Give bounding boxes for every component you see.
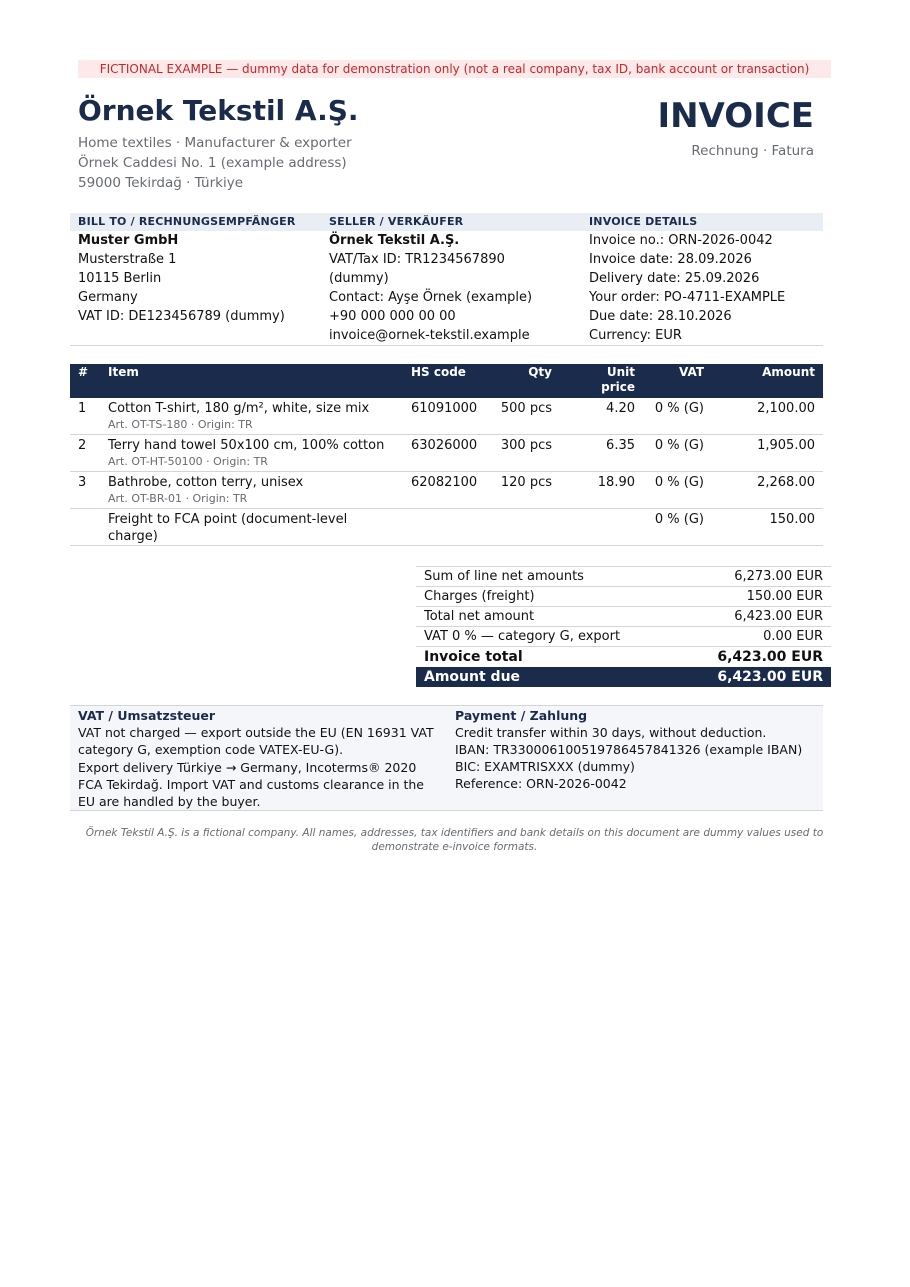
bill-to-line: Germany: [78, 290, 138, 305]
vat-note-line: VAT not charged — export outside the EU (EN 16931 VAT: [78, 725, 434, 740]
company-address-street: Örnek Caddesi No. 1 (example address): [78, 155, 347, 171]
totals-label: VAT 0 % — category G, export: [416, 627, 680, 647]
row-qty: 500 pcs: [489, 398, 560, 435]
vat-note-heading: VAT / Umsatzsteuer: [78, 708, 216, 723]
footer-line: Örnek Tekstil A.Ş. is a fictional company. All names, addresses, tax identifiers and bank details on this document are dummy values used to: [85, 827, 824, 839]
amount-due-value: 6,423.00 EUR: [680, 667, 831, 687]
row-hs-code: 62082100: [403, 472, 489, 509]
company-tagline: Home textiles · Manufacturer & exporter: [78, 135, 352, 151]
bill-to-vat-id: VAT ID: DE123456789 (dummy): [78, 309, 285, 324]
footer-disclaimer: [78, 826, 831, 854]
document-title: INVOICE: [657, 96, 814, 136]
bill-to-heading: BILL TO / RECHNUNGSEMPFÄNGER: [78, 215, 296, 228]
row-item: [100, 472, 403, 509]
seller-name: Örnek Tekstil A.Ş.: [329, 233, 460, 248]
seller-tax-id-note: (dummy): [329, 271, 389, 286]
row-amount: 2,100.00: [712, 398, 823, 435]
row-unit-price: 4.20: [560, 398, 643, 435]
invoice-details-heading: INVOICE DETAILS: [589, 215, 698, 228]
invoice-total-value: 6,423.00 EUR: [680, 647, 831, 668]
parties-divider: [70, 345, 823, 346]
totals-row: [416, 607, 831, 627]
row-unit-price: [560, 509, 643, 546]
totals-value: 6,273.00 EUR: [680, 567, 831, 587]
invoice-number: Invoice no.: ORN-2026-0042: [589, 233, 773, 248]
row-unit-price: 6.35: [560, 435, 643, 472]
table-header-row: [70, 364, 823, 398]
row-qty: 120 pcs: [489, 472, 560, 509]
vat-note: [78, 706, 448, 810]
item-article: Art. OT-TS-180 · Origin: TR: [108, 418, 253, 431]
bill-to-name: Muster GmbH: [78, 233, 179, 248]
invoice-total-row: [416, 647, 831, 668]
col-header-hs-code: HS code: [403, 364, 489, 398]
due-date: Due date: 28.10.2026: [589, 309, 732, 324]
row-hs-code: 63026000: [403, 435, 489, 472]
row-amount: 2,268.00: [712, 472, 823, 509]
order-reference: Your order: PO-4711-EXAMPLE: [589, 290, 786, 305]
row-number: [70, 509, 100, 546]
col-header-vat: VAT: [643, 364, 712, 398]
payment-terms: Credit transfer within 30 days, without deduction.: [455, 725, 767, 740]
col-header-number: #: [70, 364, 100, 398]
item-article: Art. OT-HT-50100 · Origin: TR: [108, 455, 268, 468]
table-row: [70, 472, 823, 509]
row-item: [100, 398, 403, 435]
seller-contact: Contact: Ayşe Örnek (example): [329, 290, 533, 305]
charge-description: Freight to FCA point (document-level charge): [100, 509, 403, 546]
footer-line: demonstrate e-invoice formats.: [371, 841, 538, 853]
row-number: 1: [70, 398, 100, 435]
invoice-details-block: [589, 213, 785, 345]
fictional-example-banner: FICTIONAL EXAMPLE — dummy data for demonstration only (not a real company, tax ID, bank account or transaction): [78, 60, 831, 78]
totals-value: 0.00 EUR: [680, 627, 831, 647]
invoice-total-label: Invoice total: [416, 647, 680, 668]
invoice-date: Invoice date: 28.09.2026: [589, 252, 752, 267]
row-amount: 1,905.00: [712, 435, 823, 472]
row-qty: 300 pcs: [489, 435, 560, 472]
payment-iban: IBAN: TR330006100519786457841326 (example IBAN): [455, 742, 803, 757]
currency: Currency: EUR: [589, 328, 682, 343]
row-number: 2: [70, 435, 100, 472]
charge-vat: 0 % (G): [643, 509, 712, 546]
row-hs-code: 61091000: [403, 398, 489, 435]
table-row: [70, 398, 823, 435]
row-qty: [489, 509, 560, 546]
totals-row: [416, 567, 831, 587]
bill-to-block: [78, 213, 296, 326]
col-header-item: Item: [100, 364, 403, 398]
item-description: Cotton T-shirt, 180 g/m², white, size mix: [108, 401, 370, 416]
totals-value: 6,423.00 EUR: [680, 607, 831, 627]
vat-note-line: EU are handled by the buyer.: [78, 794, 261, 809]
vat-note-line: Export delivery Türkiye → Germany, Incoterms® 2020: [78, 760, 417, 775]
seller-phone: +90 000 000 00 00: [329, 309, 456, 324]
vat-note-line: category G, exemption code VATEX-EU-G).: [78, 742, 344, 757]
row-vat: 0 % (G): [643, 398, 712, 435]
totals-row: [416, 587, 831, 607]
amount-due-label: Amount due: [416, 667, 680, 687]
payment-note: [455, 706, 815, 792]
row-number: 3: [70, 472, 100, 509]
col-header-amount: Amount: [712, 364, 823, 398]
seller-tax-id: VAT/Tax ID: TR1234567890: [329, 252, 505, 267]
delivery-date: Delivery date: 25.09.2026: [589, 271, 760, 286]
document-subtitle: Rechnung · Fatura: [691, 143, 814, 159]
totals-row: [416, 627, 831, 647]
table-row: [70, 435, 823, 472]
payment-heading: Payment / Zahlung: [455, 708, 588, 723]
vat-note-line: FCA Tekirdağ. Import VAT and customs clearance in the: [78, 777, 424, 792]
totals-label: Sum of line net amounts: [416, 567, 680, 587]
company-address-city: 59000 Tekirdağ · Türkiye: [78, 175, 244, 191]
payment-reference: Reference: ORN-2026-0042: [455, 776, 627, 791]
seller-email: invoice@ornek-tekstil.example: [329, 328, 530, 343]
seller-block: [329, 213, 532, 345]
col-header-unit-price: Unit price: [560, 364, 643, 398]
amount-due-row: [416, 667, 831, 687]
notes-panel: [70, 705, 823, 811]
totals-label: Charges (freight): [416, 587, 680, 607]
row-unit-price: 18.90: [560, 472, 643, 509]
payment-bic: BIC: EXAMTRISXXX (dummy): [455, 759, 635, 774]
charge-amount: 150.00: [712, 509, 823, 546]
col-header-qty: Qty: [489, 364, 560, 398]
item-description: Bathrobe, cotton terry, unisex: [108, 475, 304, 490]
company-name: Örnek Tekstil A.Ş.: [78, 94, 359, 127]
row-vat: 0 % (G): [643, 435, 712, 472]
row-vat: 0 % (G): [643, 472, 712, 509]
item-article: Art. OT-BR-01 · Origin: TR: [108, 492, 248, 505]
line-items-table: [70, 364, 823, 546]
bill-to-line: 10115 Berlin: [78, 271, 162, 286]
totals-table: [416, 566, 831, 687]
seller-heading: SELLER / VERKÄUFER: [329, 215, 464, 228]
table-row-charge: [70, 509, 823, 546]
item-description: Terry hand towel 50x100 cm, 100% cotton: [108, 438, 385, 453]
totals-label: Total net amount: [416, 607, 680, 627]
totals-value: 150.00 EUR: [680, 587, 831, 607]
row-item: [100, 435, 403, 472]
row-hs-code: [403, 509, 489, 546]
bill-to-line: Musterstraße 1: [78, 252, 177, 267]
